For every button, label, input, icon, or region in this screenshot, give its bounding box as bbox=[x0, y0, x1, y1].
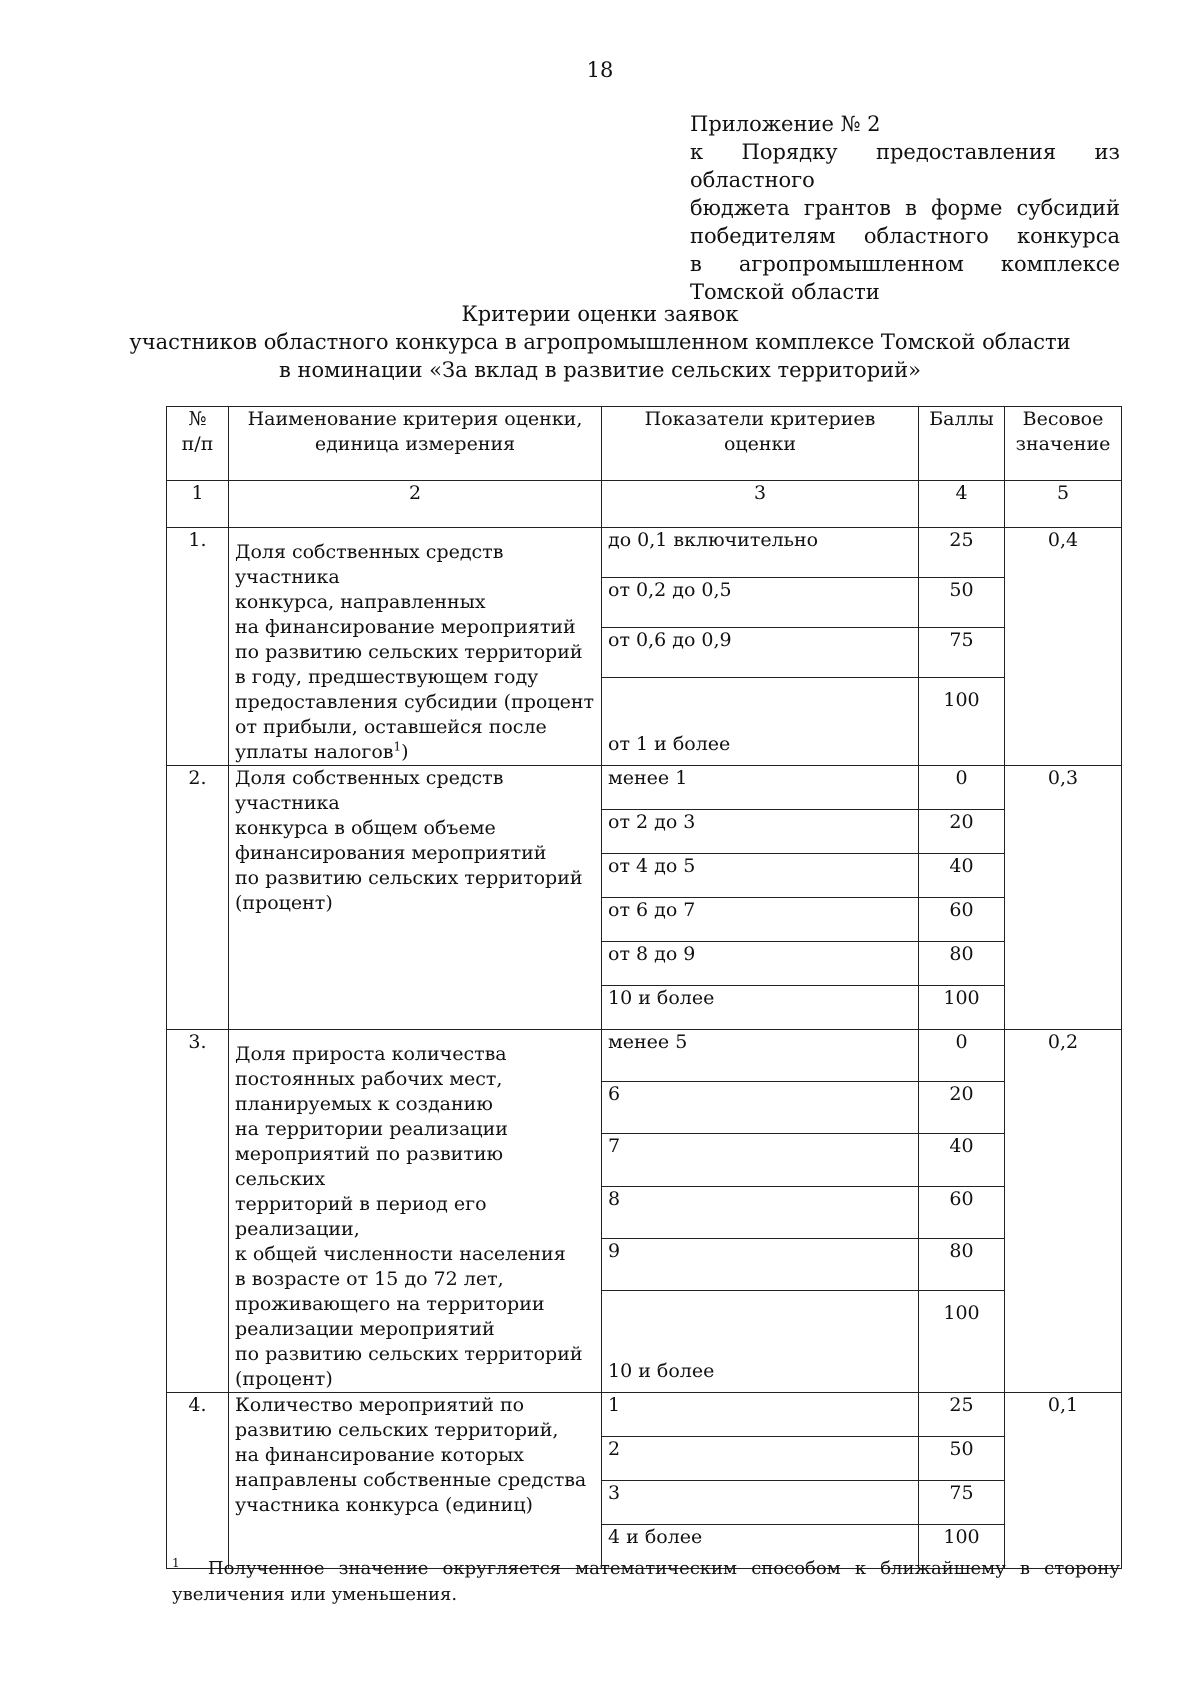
criterion-name-text: (процент) bbox=[235, 1368, 333, 1390]
criterion-name-text: предоставления субсидии (процент bbox=[235, 691, 594, 713]
footnote-reference: 1 bbox=[393, 739, 402, 754]
points-cell: 80 bbox=[919, 942, 1005, 986]
criterion-name-text: (процент) bbox=[235, 892, 333, 914]
criterion-name-line bbox=[235, 766, 595, 816]
criterion-name-line bbox=[235, 1292, 595, 1317]
appendix-line: в агропромышленном комплексе bbox=[690, 252, 1120, 276]
points-cell: 0 bbox=[919, 766, 1005, 810]
criterion-name-line bbox=[235, 1242, 595, 1267]
criterion-name-text: уплаты налогов bbox=[235, 741, 394, 763]
indicator-cell: 10 и более bbox=[602, 1290, 919, 1392]
criterion-name-text: мероприятий по развитию сельских bbox=[235, 1143, 504, 1190]
points-cell: 80 bbox=[919, 1238, 1005, 1290]
criterion-name-line bbox=[235, 690, 595, 715]
weight-cell: 0,4 bbox=[1005, 528, 1122, 766]
criterion-name-line bbox=[235, 715, 595, 740]
page-number: 18 bbox=[586, 58, 614, 82]
appendix-line: победителям областного конкурса bbox=[690, 224, 1120, 248]
criterion-name-line bbox=[235, 1493, 595, 1518]
criterion-name-text: Доля собственных средств участника bbox=[235, 541, 504, 588]
indicator-cell: от 4 до 5 bbox=[602, 854, 919, 898]
points-cell: 100 bbox=[919, 1525, 1005, 1569]
column-number-row bbox=[167, 481, 1122, 528]
criterion-name-line bbox=[235, 615, 595, 640]
criterion-name bbox=[229, 766, 602, 1030]
indicator-cell: 2 bbox=[602, 1437, 919, 1481]
table-row bbox=[167, 1393, 1122, 1437]
indicator-cell: от 8 до 9 bbox=[602, 942, 919, 986]
points-cell: 100 bbox=[919, 986, 1005, 1030]
indicator-cell: менее 1 bbox=[602, 766, 919, 810]
header-number-line1: № bbox=[188, 408, 207, 430]
criterion-name-line bbox=[235, 1443, 595, 1468]
criterion-name bbox=[229, 1393, 602, 1569]
header-name-line1: Наименование критерия оценки, bbox=[247, 408, 583, 430]
indicator-cell: до 0,1 включительно bbox=[602, 528, 919, 578]
appendix-line: к Порядку предоставления из областного bbox=[690, 140, 1120, 192]
criterion-name-text: в году, предшествующем году bbox=[235, 666, 539, 688]
criterion-number: 1. bbox=[167, 528, 229, 766]
header-number bbox=[167, 407, 229, 481]
criterion-name-text: к общей численности населения bbox=[235, 1243, 566, 1265]
table-header-row bbox=[167, 407, 1122, 481]
criterion-name-line bbox=[235, 891, 595, 916]
criterion-name-line bbox=[235, 540, 595, 590]
criterion-name bbox=[229, 1030, 602, 1393]
appendix-block bbox=[690, 110, 1120, 306]
criterion-name-line bbox=[235, 1067, 595, 1092]
column-number: 5 bbox=[1005, 481, 1122, 528]
criterion-name bbox=[229, 528, 602, 766]
column-number: 3 bbox=[602, 481, 919, 528]
criterion-name-text: конкурса, направленных bbox=[235, 591, 486, 613]
indicator-cell: 4 и более bbox=[602, 1525, 919, 1569]
header-number-line2: п/п bbox=[181, 433, 214, 455]
criterion-name-line bbox=[235, 841, 595, 866]
title-line: Критерии оценки заявок bbox=[461, 302, 739, 326]
points-cell: 40 bbox=[919, 1134, 1005, 1186]
indicator-cell: от 1 и более bbox=[602, 677, 919, 765]
points-cell: 25 bbox=[919, 528, 1005, 578]
points-cell: 50 bbox=[919, 577, 1005, 627]
criterion-name-line bbox=[235, 1142, 595, 1192]
indicator-cell: 3 bbox=[602, 1481, 919, 1525]
column-number: 2 bbox=[229, 481, 602, 528]
criterion-name-line bbox=[235, 816, 595, 841]
points-cell: 60 bbox=[919, 1186, 1005, 1238]
appendix-line: бюджета грантов в форме субсидий bbox=[690, 196, 1120, 220]
criterion-name-text: реализации мероприятий bbox=[235, 1318, 495, 1340]
table-row bbox=[167, 528, 1122, 578]
criterion-name-line bbox=[235, 1468, 595, 1493]
criterion-name-text: Количество мероприятий по bbox=[235, 1394, 525, 1416]
criterion-name-text: по развитию сельских территорий bbox=[235, 867, 583, 889]
points-cell: 100 bbox=[919, 1290, 1005, 1392]
indicator-cell: 6 bbox=[602, 1082, 919, 1134]
criterion-name-text: направлены собственные средства bbox=[235, 1469, 587, 1491]
criterion-name-line bbox=[235, 1267, 595, 1292]
footnote-mark: 1 bbox=[172, 1556, 180, 1570]
header-weight bbox=[1005, 407, 1122, 481]
criterion-number: 4. bbox=[167, 1393, 229, 1569]
criterion-name-line bbox=[235, 1092, 595, 1117]
criterion-name-line bbox=[235, 1367, 595, 1392]
appendix-title: Приложение № 2 bbox=[690, 112, 881, 136]
header-name-line2: единица измерения bbox=[314, 433, 516, 455]
criterion-name-text: по развитию сельских территорий bbox=[235, 641, 583, 663]
criterion-name-text: на финансирование мероприятий bbox=[235, 616, 576, 638]
indicator-cell: от 2 до 3 bbox=[602, 810, 919, 854]
points-cell: 100 bbox=[919, 677, 1005, 765]
indicator-cell: от 0,2 до 0,5 bbox=[602, 577, 919, 627]
indicator-cell: 10 и более bbox=[602, 986, 919, 1030]
header-weight-line2: значение bbox=[1015, 433, 1111, 455]
points-cell: 20 bbox=[919, 1082, 1005, 1134]
criterion-name-text: постоянных рабочих мест, bbox=[235, 1068, 503, 1090]
criteria-table bbox=[166, 406, 1122, 1569]
points-cell: 0 bbox=[919, 1030, 1005, 1082]
criterion-number: 2. bbox=[167, 766, 229, 1030]
points-cell: 50 bbox=[919, 1437, 1005, 1481]
table-row bbox=[167, 766, 1122, 810]
criterion-name-text: Доля собственных средств участника bbox=[235, 767, 504, 814]
criterion-name-text: конкурса в общем объеме bbox=[235, 817, 496, 839]
points-cell: 60 bbox=[919, 898, 1005, 942]
indicator-cell: от 6 до 7 bbox=[602, 898, 919, 942]
criterion-name-line bbox=[235, 665, 595, 690]
criterion-name-text: на финансирование которых bbox=[235, 1444, 525, 1466]
criterion-name-text: проживающего на территории bbox=[235, 1293, 545, 1315]
criterion-name-text: по развитию сельских территорий bbox=[235, 1343, 583, 1365]
indicator-cell: 9 bbox=[602, 1238, 919, 1290]
header-weight-line1: Весовое bbox=[1022, 408, 1104, 430]
criterion-name-line bbox=[235, 1317, 595, 1342]
column-number: 1 bbox=[167, 481, 229, 528]
points-cell: 40 bbox=[919, 854, 1005, 898]
criterion-name-line bbox=[235, 1393, 595, 1418]
criterion-name-line bbox=[235, 1342, 595, 1367]
points-cell: 25 bbox=[919, 1393, 1005, 1437]
criterion-name-line bbox=[235, 740, 595, 765]
criterion-number: 3. bbox=[167, 1030, 229, 1393]
criterion-name-text: участника конкурса (единиц) bbox=[235, 1494, 533, 1516]
criterion-name-text: финансирования мероприятий bbox=[235, 842, 547, 864]
appendix-line: Томской области bbox=[690, 280, 880, 304]
indicator-cell: от 0,6 до 0,9 bbox=[602, 627, 919, 677]
document-title bbox=[0, 300, 1200, 384]
criterion-name-text: в возрасте от 15 до 72 лет, bbox=[235, 1268, 504, 1290]
footnote bbox=[172, 1556, 1120, 1608]
criterion-name-line bbox=[235, 1192, 595, 1242]
points-cell: 20 bbox=[919, 810, 1005, 854]
criterion-name-text: от прибыли, оставшейся после bbox=[235, 716, 547, 738]
criterion-name-line bbox=[235, 590, 595, 615]
criterion-name-text: на территории реализации bbox=[235, 1118, 508, 1140]
criterion-name-line bbox=[235, 640, 595, 665]
criterion-name-text: развитию сельских территорий, bbox=[235, 1419, 559, 1441]
table-row bbox=[167, 1030, 1122, 1082]
weight-cell: 0,3 bbox=[1005, 766, 1122, 1030]
criterion-name-line bbox=[235, 1117, 595, 1142]
weight-cell: 0,2 bbox=[1005, 1030, 1122, 1393]
points-cell: 75 bbox=[919, 627, 1005, 677]
header-criterion-name bbox=[229, 407, 602, 481]
footnote-text: Полученное значение округляется математическим способом к ближайшему в сторону увеличения или уменьшения. bbox=[172, 1558, 1120, 1605]
criterion-name-line bbox=[235, 1418, 595, 1443]
criterion-name-line bbox=[235, 1042, 595, 1067]
column-number: 4 bbox=[919, 481, 1005, 528]
indicator-cell: 7 bbox=[602, 1134, 919, 1186]
indicator-cell: менее 5 bbox=[602, 1030, 919, 1082]
criterion-name-text: территорий в период его реализации, bbox=[235, 1193, 487, 1240]
title-line: в номинации «За вклад в развитие сельских территорий» bbox=[279, 358, 921, 382]
indicator-cell: 8 bbox=[602, 1186, 919, 1238]
title-line: участников областного конкурса в агропромышленном комплексе Томской области bbox=[129, 330, 1071, 354]
criterion-name-text: Доля прироста количества bbox=[235, 1043, 507, 1065]
criteria-body bbox=[167, 528, 1122, 1569]
weight-cell: 0,1 bbox=[1005, 1393, 1122, 1569]
points-cell: 75 bbox=[919, 1481, 1005, 1525]
header-indicators: Показатели критериев оценки bbox=[602, 407, 919, 481]
criterion-name-line bbox=[235, 866, 595, 891]
header-points: Баллы bbox=[919, 407, 1005, 481]
criterion-name-closing: ) bbox=[401, 741, 409, 763]
criterion-name-text: планируемых к созданию bbox=[235, 1093, 493, 1115]
indicator-cell: 1 bbox=[602, 1393, 919, 1437]
